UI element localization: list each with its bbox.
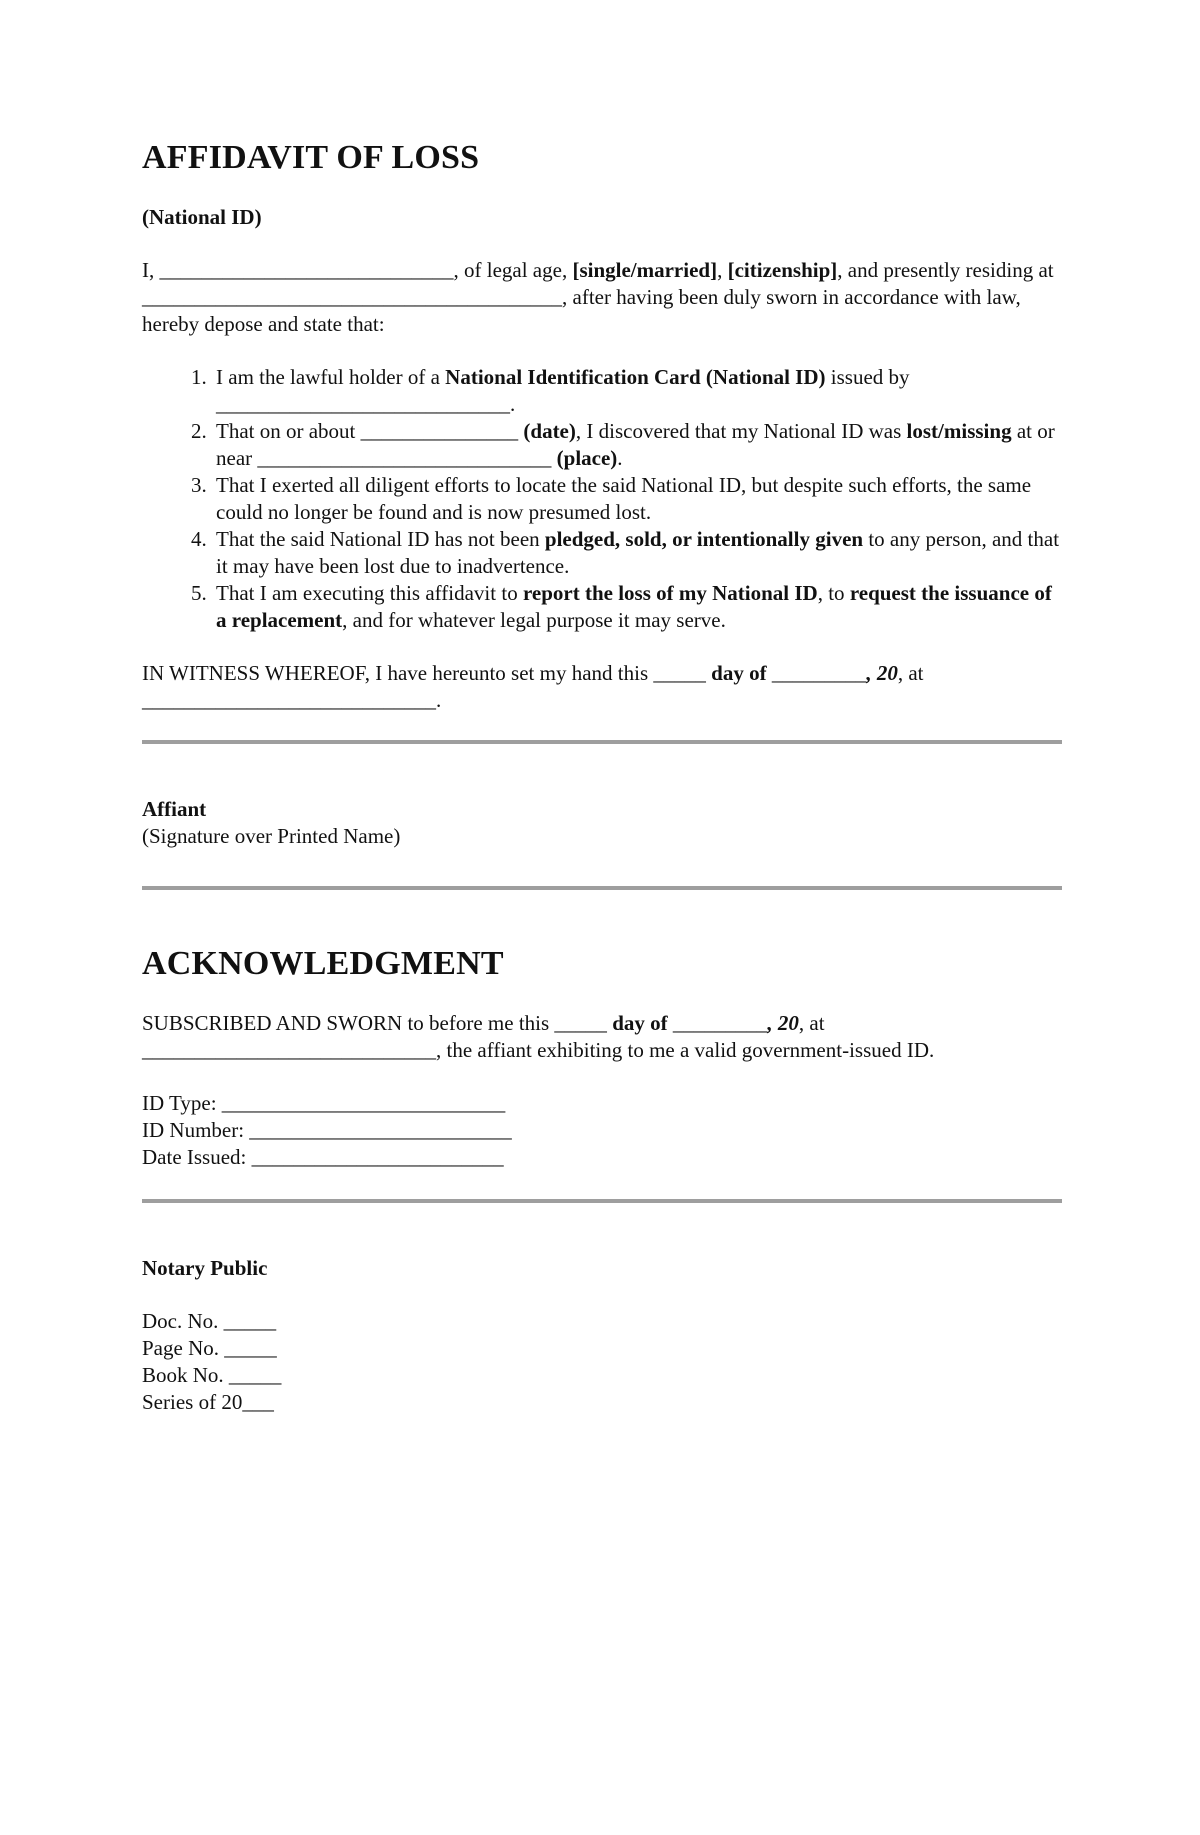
affiant-label: Affiant bbox=[142, 797, 207, 821]
sworn-clause: SUBSCRIBED AND SWORN to before me this _____ day of _________, 20, at ____________________________, the affiant exhibiting to me a valid government-issued ID. bbox=[142, 1011, 935, 1062]
affiant-intro-paragraph: I, ____________________________, of legal age, [single/married], [citizenship], and presently residing at ________________________________________, after having been duly sworn in accordance with law, hereby depose and state that: bbox=[142, 258, 1054, 336]
notary-public-label: Notary Public bbox=[142, 1256, 268, 1280]
affidavit-title: AFFIDAVIT OF LOSS bbox=[142, 139, 480, 176]
citizenship-placeholder: [citizenship] bbox=[727, 258, 838, 282]
civil-status-placeholder: [single/married] bbox=[572, 258, 718, 282]
witness-clause: IN WITNESS WHEREOF, I have hereunto set my hand this _____ day of _________, 20, at ____________________________. bbox=[142, 661, 924, 712]
deposition-item-1: 1. I am the lawful holder of a National Identification Card (National ID) issued by ____________________________. bbox=[212, 364, 1062, 418]
doc-no-line: Doc. No. _____ bbox=[142, 1309, 277, 1333]
notary-register-details bbox=[142, 1308, 1062, 1416]
section-divider bbox=[142, 1199, 1062, 1203]
deposition-list bbox=[142, 364, 1062, 634]
date-issued-line: Date Issued: ________________________ bbox=[142, 1145, 504, 1169]
id-type-line: ID Type: ___________________________ bbox=[142, 1091, 506, 1115]
book-no-line: Book No. _____ bbox=[142, 1363, 282, 1387]
id-number-line: ID Number: _________________________ bbox=[142, 1118, 512, 1142]
deposition-item-2: 2. That on or about _______________ (date), I discovered that my National ID was lost/missing at or near ____________________________ (place). bbox=[212, 418, 1062, 472]
section-divider bbox=[142, 740, 1062, 744]
series-line: Series of 20___ bbox=[142, 1390, 274, 1414]
section-divider bbox=[142, 886, 1062, 890]
deposition-item-4: 4. That the said National ID has not been pledged, sold, or intentionally given to any person, and that it may have been lost due to inadvertence. bbox=[212, 526, 1062, 580]
id-details bbox=[142, 1090, 1062, 1171]
deposition-item-3: 3. That I exerted all diligent efforts to locate the said National ID, but despite such efforts, the same could no longer be found and is now presumed lost. bbox=[212, 472, 1062, 526]
page-no-line: Page No. _____ bbox=[142, 1336, 277, 1360]
deposition-item-5: 5. That I am executing this affidavit to report the loss of my National ID, to request the issuance of a replacement, and for whatever legal purpose it may serve. bbox=[212, 580, 1062, 634]
acknowledgment-title: ACKNOWLEDGMENT bbox=[142, 945, 504, 982]
affidavit-subtitle: (National ID) bbox=[142, 205, 262, 229]
document-body bbox=[142, 138, 1062, 1416]
affiant-signature-caption: (Signature over Printed Name) bbox=[142, 824, 401, 848]
